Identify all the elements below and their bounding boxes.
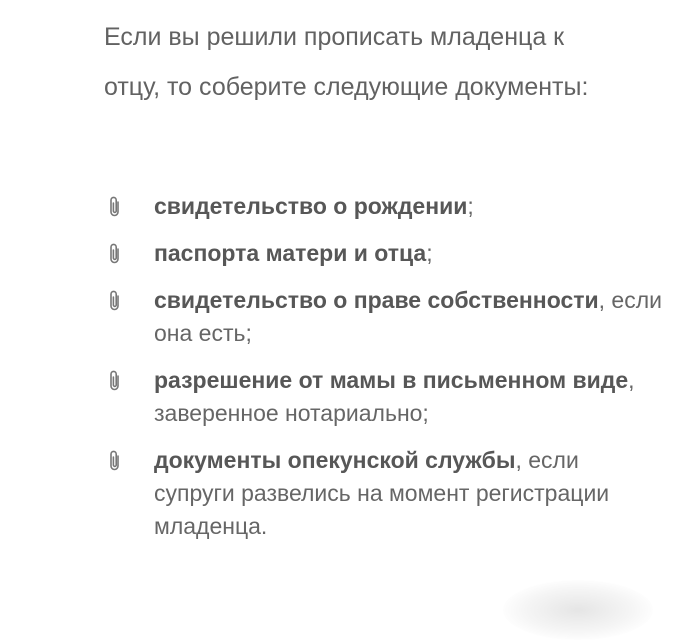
list-item <box>104 364 664 430</box>
document-name: разрешение от мамы в письменном виде <box>154 367 629 393</box>
intro-paragraph: Если вы решили прописать младенца к отцу, то соберите следующие документы: <box>104 23 589 101</box>
document-name: свидетельство о праве собственности <box>154 287 599 313</box>
paperclip-icon <box>106 289 124 313</box>
card-shadow <box>503 580 653 640</box>
list-item <box>104 284 664 350</box>
document-note: , если супруги развелись на момент регистрации младенца. <box>154 447 610 539</box>
paperclip-icon <box>106 195 124 219</box>
document-name: свидетельство о рождении <box>154 193 468 219</box>
document-note: ; <box>467 193 474 219</box>
documents-list <box>104 190 664 557</box>
paperclip-icon <box>106 369 124 393</box>
document-name: документы опекунской службы <box>154 447 516 473</box>
document-note: , заверенное нотариально; <box>154 367 635 426</box>
list-item <box>104 444 664 543</box>
document-name: паспорта матери и отца <box>154 240 427 266</box>
document-note: , если она есть; <box>154 287 662 346</box>
list-item <box>104 190 664 223</box>
list-item <box>104 237 664 270</box>
paperclip-icon <box>106 242 124 266</box>
paperclip-icon <box>106 449 124 473</box>
document-note: ; <box>426 240 433 266</box>
